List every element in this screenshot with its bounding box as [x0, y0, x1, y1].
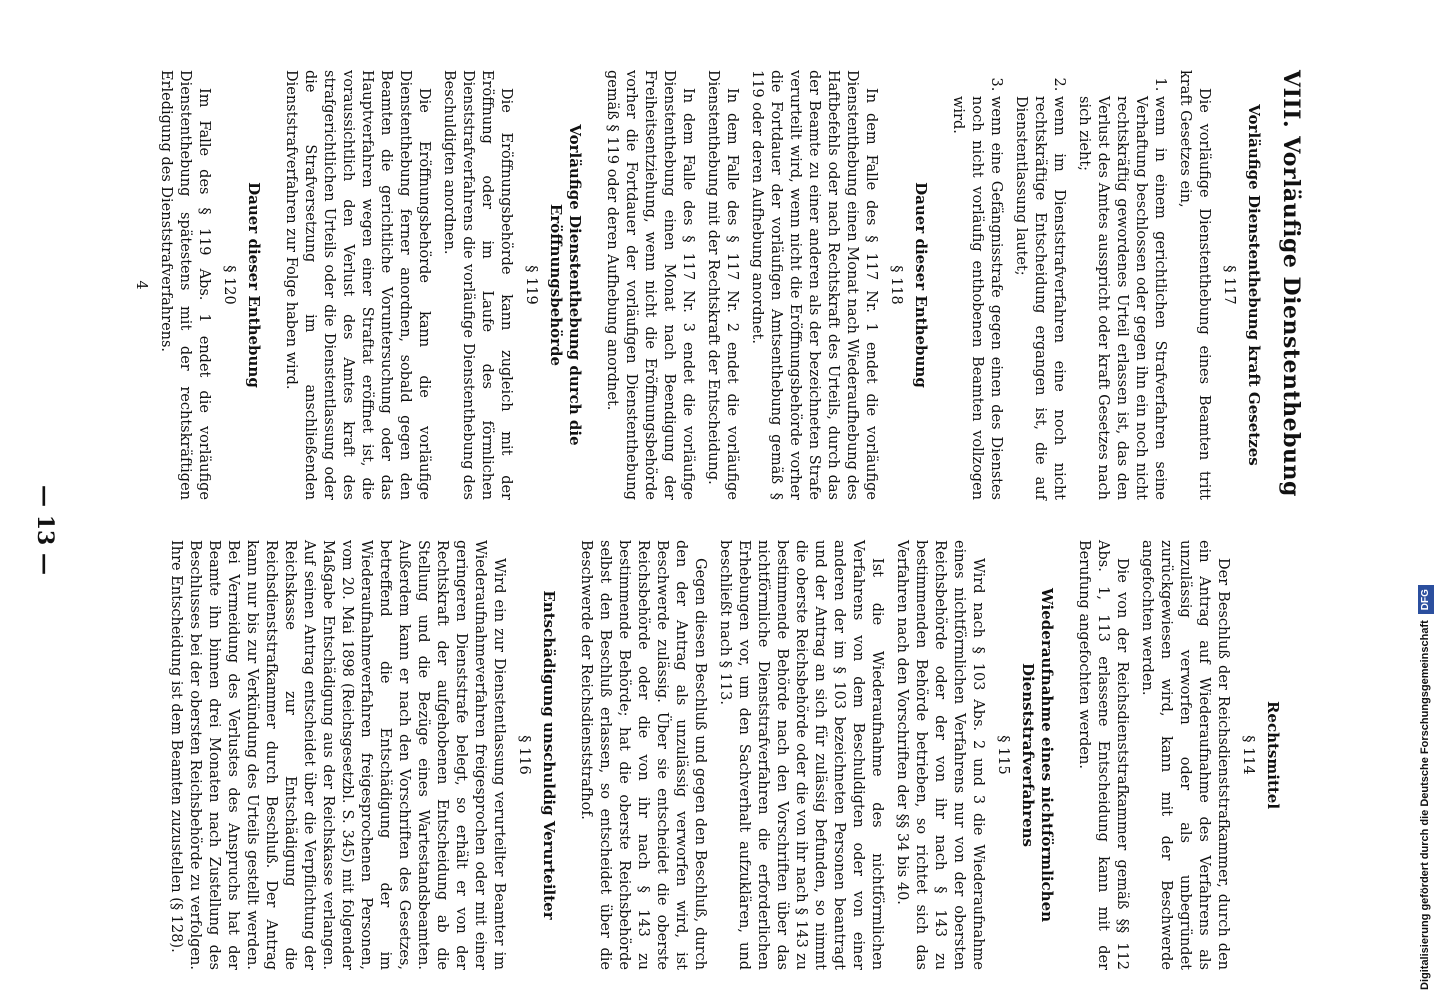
- page-number: — 13 —: [32, 485, 58, 575]
- section-117: § 117: [1221, 265, 1237, 305]
- list-item: 2. wenn im Dienststrafverfahren eine noch nicht rechtskräftige Entscheidung ergangen ist, die auf Dienstentlassung lautet;: [1011, 96, 1068, 500]
- text-118b: In dem Falle des § 117 Nr. 2 endet die vorläufige Dienstenthebung mit der Rechtskraft der Entscheidung.: [705, 70, 740, 500]
- dfg-logo: DFG: [1418, 585, 1434, 614]
- section-119: § 119: [523, 265, 539, 305]
- chapter-title: VIII. Vorläufige Dienstenthebung: [1278, 70, 1304, 497]
- text-120: Im Falle des § 119 Abs. 1 endet die vorläufige Dienstenthebung spätestens mit der rechtskräftigen Erledigung des Dienststrafverfahrens.: [158, 70, 212, 500]
- right-column: [100, 70, 1304, 500]
- text-118a: In dem Falle des § 117 Nr. 1 endet die vorläufige Dienstenthebung einen Monat nach Wiederaufhebung des Haftbefehls oder nach Rechtskraft des Urteils, durch das der Beamte zu einer anderen als der bezeichneten Strafe verurteilt wird, wenn nicht die Eröffnungsbehörde vorher die Fortdauer der vorläufigen Amtsenthebung gemäß § 119 oder deren Aufhebung anordnet.: [749, 70, 879, 500]
- margin-mark: 4: [133, 280, 149, 290]
- list-item: 3. wenn eine Gefängnisstrafe gegen einen des Dienstes noch nicht vorläufig enthobenen Beamten vollzogen wird.: [948, 96, 1005, 500]
- text-119b: Die Eröffnungsbehörde kann die vorläufige Dienstenthebung ferner anordnen, sobald gegen den Beamten die gerichtliche Voruntersuchung oder das Hauptverfahren wegen einer Straftat eröffnet ist, die voraussichtlich den Verlust des Amtes kraft des strafgerichtlichen Urteils oder die Dienstentlassung oder die Strafversetzung im anschließenden Dienststrafverfahren zur Folge haben wird.: [283, 70, 432, 500]
- heading-eroeffnungsbehoerde: Vorläufige Dienstenthebung durch die Eröffnungsbehörde: [547, 124, 584, 446]
- text-115c: Gegen diesen Beschluß und gegen den Beschluß, durch den der Antrag als unzulässig verworfen wird, ist Beschwerde zulässig. Über sie entscheidet die oberste Reichsbehörde oder die von ihr nach § 143 zu bestimmende Behörde; hat die oberste Reichsbehörde selbst den Beschluß erlassen, so entscheidet über die Beschwerde der Reichsdienststrafhof.: [578, 540, 708, 970]
- heading-wiederaufnahme: Wiederaufnahme eines nichtförmlichen Dienststrafverfahrens: [1019, 587, 1056, 923]
- heading-dauer-1: Dauer dieser Enthebung: [912, 182, 930, 388]
- dfg-credit-bar: [1412, 0, 1434, 1000]
- heading-rechtsmittel: Rechtsmittel: [1264, 700, 1282, 810]
- text-114a: Der Beschluß der Reichsdienststrafkammer, durch den ein Antrag auf Wiederaufnahme des Verfahrens als unzulässig verworfen oder als unbegründet zurückgewiesen wird, kann mit der Beschwerde angefochten werden.: [1139, 540, 1231, 970]
- text-117: Die vorläufige Dienstenthebung eines Beamten tritt kraft Gesetzes ein,: [1177, 70, 1212, 500]
- section-114: § 114: [1240, 735, 1256, 775]
- list-117: [948, 70, 1169, 500]
- left-column: [100, 540, 1300, 970]
- section-116: § 116: [516, 735, 532, 775]
- heading-kraft-gesetzes: Vorläufige Dienstenthebung kraft Gesetzes: [1245, 104, 1263, 466]
- text-114b: Die von der Reichsdienststrafkammer gemäß §§ 112 Abs. 1, 113 erlassene Entscheidung kann mit der Berufung angefochten werden.: [1076, 540, 1130, 970]
- credit-text-wrapper: [1414, 0, 1434, 1000]
- text-115b: Ist die Wiederaufnahme des nichtförmlichen Verfahrens von dem Beschuldigten oder von einer anderen der im § 103 bezeichneten Personen beantragt und der Antrag an sich für zulässig befunden, so nimmt die oberste Reichsbehörde oder die von ihr nach § 143 zu bestimmende Behörde nach den Vorschriften über das nichtförmliche Dienststrafverfahren die erforderlichen Erhebungen vor, um den Sachverhalt aufzuklären, und beschließt nach § 113.: [717, 540, 885, 970]
- text-119a: Die Eröffnungsbehörde kann zugleich mit der Eröffnung oder im Laufe des förmlichen Dienststrafverfahrens die vorläufige Dienstenthebung des Beschuldigten anordnen.: [441, 70, 514, 500]
- credit-text: Digitalisierung gefördert durch die Deutsche Forschungsgemeinschaft: [1419, 620, 1431, 990]
- section-115: § 115: [995, 735, 1011, 775]
- rotated-document-page: [0, 60, 1304, 1000]
- text-118c: In dem Falle des § 117 Nr. 3 endet die vorläufige Dienstenthebung einen Monat nach Beendigung der Freiheitsentziehung, wenn nicht die Eröffnungsbehörde vorher die Fortdauer der vorläufigen Dienstenthebung gemäß § 119 oder deren Aufhebung anordnet.: [604, 70, 696, 500]
- heading-dauer-2: Dauer dieser Enthebung: [245, 182, 263, 388]
- text-115a: Wird nach § 103 Abs. 2 und 3 die Wiederaufnahme eines nichtförmlichen Verfahrens nur von der obersten Reichsbehörde oder der von ihr nach § 143 zu bestimmenden Behörde betrieben, so richtet sich das Verfahren nach den Vorschriften der §§ 34 bis 40.: [894, 540, 986, 970]
- section-120: § 120: [221, 265, 237, 305]
- heading-entschaedigung: Entschädigung unschuldig Verurteilter: [540, 590, 558, 920]
- list-item: 1. wenn in einem gerichtlichen Strafverfahren seine Verhaftung beschlossen oder gegen ihn ein noch nicht rechtskräftig gewordenes Urteil erlassen ist, das den Verlust des Amtes ausspricht oder kraft Gesetzes nach sich zieht;: [1074, 96, 1169, 500]
- section-118: § 118: [888, 265, 904, 305]
- text-116: Wird ein zur Dienstentlassung verurteilter Beamter im Wiederaufnahmeverfahren freigesprochen oder mit einer geringeren Dienststrafe belegt, so erhält er von der Rechtskraft der aufgehobenen Entscheidung ab die Stellung und die Bezüge eines Wartestandsbeamten. Außerdem kann er nach den Vorschriften des Gesetzes, betreffend die Entschädigung der im Wiederaufnahmeverfahren freigesprochenen Personen, vom 20. Mai 1898 (Reichsgesetzbl. S. 345) mit folgender Maßgabe Entschädigung aus der Reichskasse verlangen. Auf seinen Antrag entscheidet über die Verpflichtung der Reichskasse zur Entschädigung die Reichsdienststrafkammer durch Beschluß. Der Antrag kann nur bis zur Verkündung des Urteils gestellt werden. Bei Vermeidung des Verlustes des Anspruchs hat der Beamte ihn binnen drei Monaten nach Zustellung des Beschlusses bei der obersten Reichsbehörde zu verfolgen. Ihre Entscheidung ist dem Beamten zuzustellen (§ 128).: [168, 540, 507, 970]
